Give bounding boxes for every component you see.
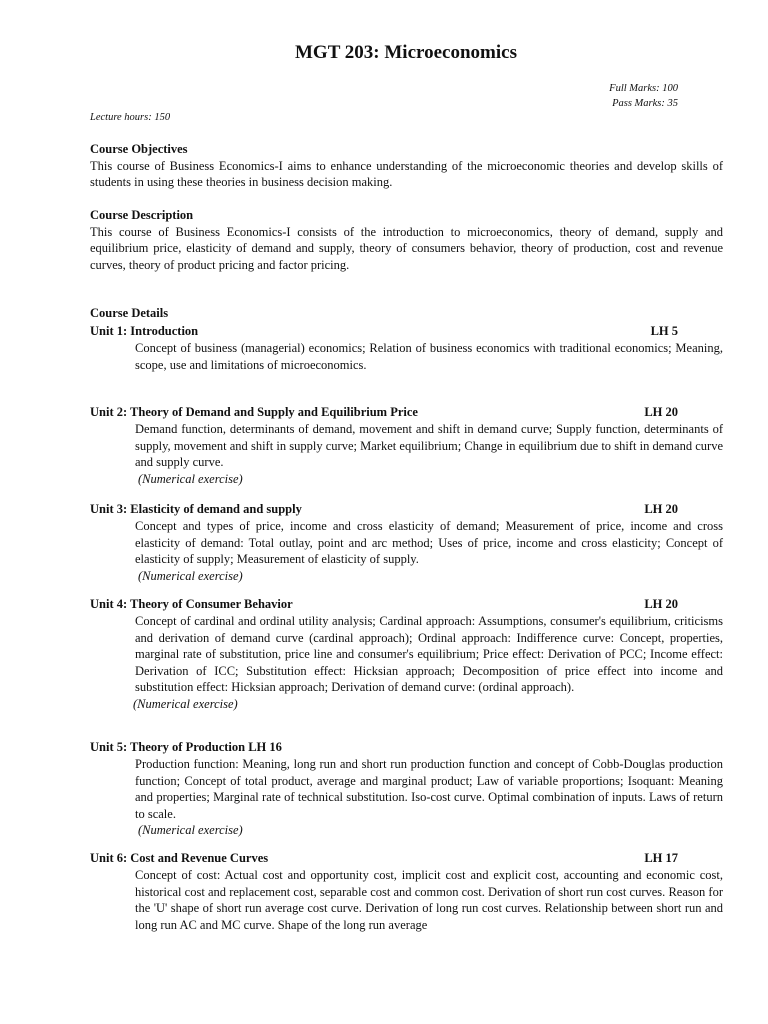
- course-description-section: [90, 207, 723, 273]
- unit-content: Concept and types of price, income and cross elasticity of demand; Measurement of price, income and cross elasticity of demand: Total outlay, point and arc method; Uses of price, income and cross elasticity; Concept of elasticity of supply; Measurement of elasticity of supply.: [135, 519, 723, 567]
- course-description-heading: Course Description: [90, 208, 194, 222]
- unit-content: Demand function, determinants of demand, movement and shift in demand curve; Supply function, determinants of supply, movement and shift in supply curve; Market equilibrium; Change in equilibrium due to shift in demand curve and supply curve.: [135, 422, 723, 470]
- unit-heading: [90, 323, 723, 340]
- unit-lecture-hours: LH 20: [644, 502, 678, 516]
- unit-heading: [90, 501, 723, 518]
- unit-title: Unit 1: Introduction: [90, 324, 199, 338]
- unit-note: (Numerical exercise): [133, 696, 238, 711]
- course-title: MGT 203: Microeconomics: [295, 42, 517, 63]
- unit-content: Concept of cost: Actual cost and opportunity cost, implicit cost and explicit cost, accounting and economic cost, historical cost and replacement cost, separable cost and common cost. Derivation of short run cost curves. Reason for the 'U' shape of short run average cost curve. Derivation of long run cost curves. Relationship between short run and long run AC and MC curve. Shape of the long run average: [135, 868, 723, 932]
- unit-content: Concept of business (managerial) economics; Relation of business economics with traditional economics; Meaning, scope, use and limitations of microeconomics.: [135, 341, 723, 372]
- unit-title: Unit 2: Theory of Demand and Supply and Equilibrium Price: [90, 405, 418, 419]
- course-objectives-heading: Course Objectives: [90, 142, 188, 156]
- unit-1: [90, 323, 723, 373]
- unit-heading: [90, 850, 723, 867]
- unit-lecture-hours: LH 20: [644, 597, 678, 611]
- course-objectives-section: [90, 141, 723, 191]
- unit-title: Unit 3: Elasticity of demand and supply: [90, 502, 302, 516]
- lecture-hours: Lecture hours: 150: [90, 112, 171, 123]
- unit-heading: [90, 596, 723, 613]
- unit-note: (Numerical exercise): [138, 568, 243, 583]
- unit-5: [90, 739, 723, 839]
- unit-6: [90, 850, 723, 933]
- unit-note: (Numerical exercise): [138, 471, 243, 486]
- unit-lecture-hours: LH 5: [650, 324, 678, 338]
- course-details-section: [90, 305, 723, 322]
- course-details-heading: Course Details: [90, 306, 169, 320]
- course-objectives-text: This course of Business Economics-I aims to enhance understanding of the microeconomic theories and develop skills of students in using these theories in business decision making.: [90, 158, 723, 190]
- unit-heading: [90, 404, 723, 421]
- unit-lecture-hours: LH 17: [644, 851, 678, 865]
- unit-title: Unit 5: Theory of Production LH 16: [90, 740, 282, 754]
- unit-content: Concept of cardinal and ordinal utility analysis; Cardinal approach: Assumptions, consumer's equilibrium, criticisms and derivation of demand curve (cardinal approach); Ordinal approach: Indifference curve: Concept, properties, marginal rate of substitution, price line and consumer's equilibrium; Price effect: Derivation of PCC; Income effect: Derivation of ICC; Substitution effect: Hicksian approach; Decomposition of price effect into income and substitution effect: Hicksian approach; Derivation of demand curve: (ordinal approach).: [135, 614, 723, 695]
- unit-note: (Numerical exercise): [138, 823, 243, 838]
- unit-lecture-hours: LH 20: [644, 405, 678, 419]
- unit-title: Unit 4: Theory of Consumer Behavior: [90, 597, 293, 611]
- pass-marks: Pass Marks: 35: [612, 98, 678, 109]
- unit-heading: [90, 739, 723, 756]
- unit-2: [90, 404, 723, 487]
- unit-title: Unit 6: Cost and Revenue Curves: [90, 851, 269, 865]
- unit-content: Production function: Meaning, long run and short run production function and concept of Cobb-Douglas production function; Concept of total product, average and marginal product; Law of variable proportions; Isoquant: Meaning and properties; Marginal rate of technical substitution. Iso-cost curve. Optimal combination of inputs. Laws of return to scale.: [135, 757, 723, 821]
- unit-4: [90, 596, 723, 713]
- full-marks: Full Marks: 100: [609, 83, 678, 94]
- unit-3: [90, 501, 723, 584]
- course-description-text: This course of Business Economics-I consists of the introduction to microeconomics, theory of demand, supply and equilibrium price, elasticity of demand and supply, theory of consumers behavior, theory of production, cost and revenue curves, theory of product pricing and factor pricing.: [90, 224, 723, 272]
